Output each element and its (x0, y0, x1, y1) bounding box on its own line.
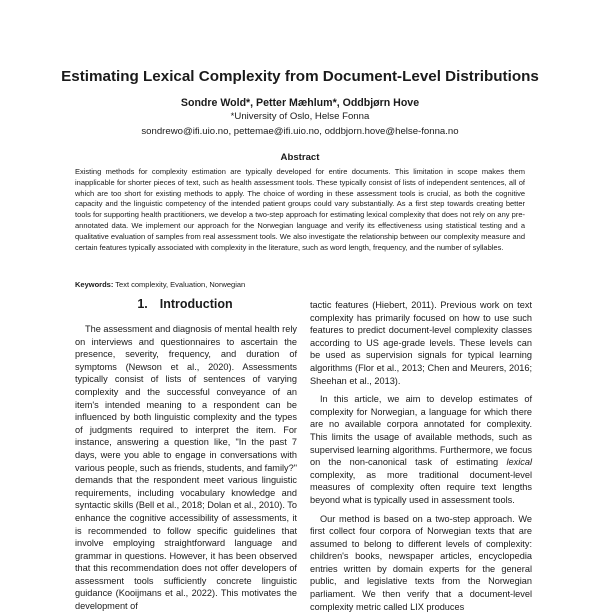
section-title: Introduction (160, 297, 233, 311)
author-emails: sondrewo@ifi.uio.no, pettemae@ifi.uio.no, oddbjorn.hove@helse-fonna.no (40, 126, 560, 138)
paragraph-text: In this article, we aim to develop estimates of complexity for Norwegian, a language for which there are no available corpora annotated for complexity. This limits the usage of available methods, such as supervised learning algorithms. Furthermore, we focus on the non-canonical task of estimating (310, 394, 532, 467)
keywords-value: Text complexity, Evaluation, Norwegian (115, 280, 245, 289)
affiliation: *University of Oslo, Helse Fonna (40, 111, 560, 123)
paragraph: Our method is based on a two-step approach. We first collect four corpora of Norwegian texts that are assumed to belong to different levels of complexity: children's books, newspaper articles, encyclopedia entries written by domain experts for the general public, and legislative texts from the Norwegian parliament. We then verify that a document-level complexity metric called LIX produces (310, 513, 532, 613)
right-column (310, 299, 532, 600)
paragraph: tactic features (Hiebert, 2011). Previous work on text complexity has primarily focused on how to use such features to predict document-level complexity classes according to US age-grade levels. These levels can be used as supervision signals for typical learning algorithms (Flor et al., 2013; Chen and Meurers, 2016; Sheehan et al., 2013). (310, 299, 532, 387)
keywords-label: Keywords: (75, 280, 113, 289)
keywords-line (75, 280, 525, 290)
paragraph: The assessment and diagnosis of mental health rely on interviews and questionnaires to ascertain the presence, severity, frequency, and duration of symptoms (Newson et al., 2020). Assessments typically consist of lists of sentences of varying complexity and the successful conveyance of an item's intended meaning to a respondent can be influenced by both linguistic complexity and the types of judgments required to interpret the item. For instance, answering a question like, "In the past 7 days, were you able to engage in conversations with various people, such as friends, students, and family?" demands that the respondent meet various linguistic requirements, including vocabulary knowledge and syntactic skills (Bell et al., 2018; Dolan et al., 2010). To enhance the cognitive accessibility of assessments, it is recommended to follow specific guidelines that involve employing straightforward language and grammar in questions. However, it has been observed that this recommendation does not offer developers of assessment tools sufficiently concrete linguistic guidance (Kooijmans et al., 2022). This motivates the development of (75, 323, 297, 613)
section-heading (75, 296, 295, 312)
paragraph (310, 393, 532, 506)
abstract-heading: Abstract (40, 152, 560, 164)
emphasis-text: lexical (506, 457, 532, 467)
left-column (75, 323, 297, 600)
author-list: Sondre Wold*, Petter Mæhlum*, Oddbjørn Hove (40, 97, 560, 110)
paragraph-text: complexity, as more traditional document-level measures of complexity often require text lengths beyond what is typically used in assessment tools. (310, 470, 532, 505)
paper-title: Estimating Lexical Complexity from Document-Level Distributions (40, 68, 560, 86)
abstract-text: Existing methods for complexity estimation are typically developed for entire documents. This limitation in scope makes them inapplicable for shorter pieces of text, such as health assessment tools. These typically consist of lists of independent sentences, all of which are too short for existing methods to apply. The choice of wording in these assessment tools is crucial, as both the cognitive capacity and the linguistic competency of the intended patient groups could vary substantially. As a first step towards creating better tools for supporting health practitioners, we develop a two-step approach for estimating lexical complexity that does not rely on any pre-annotated data. We implement our approach for the Norwegian language and verify its effectiveness using statistical testing and a qualitative evaluation of samples from real assessment tools. We also investigate the relationship between our complexity measure and certain features typically associated with complexity in the literature, such as word length, frequency, and the number of syllables. (75, 167, 525, 253)
section-number: 1. (137, 297, 147, 311)
